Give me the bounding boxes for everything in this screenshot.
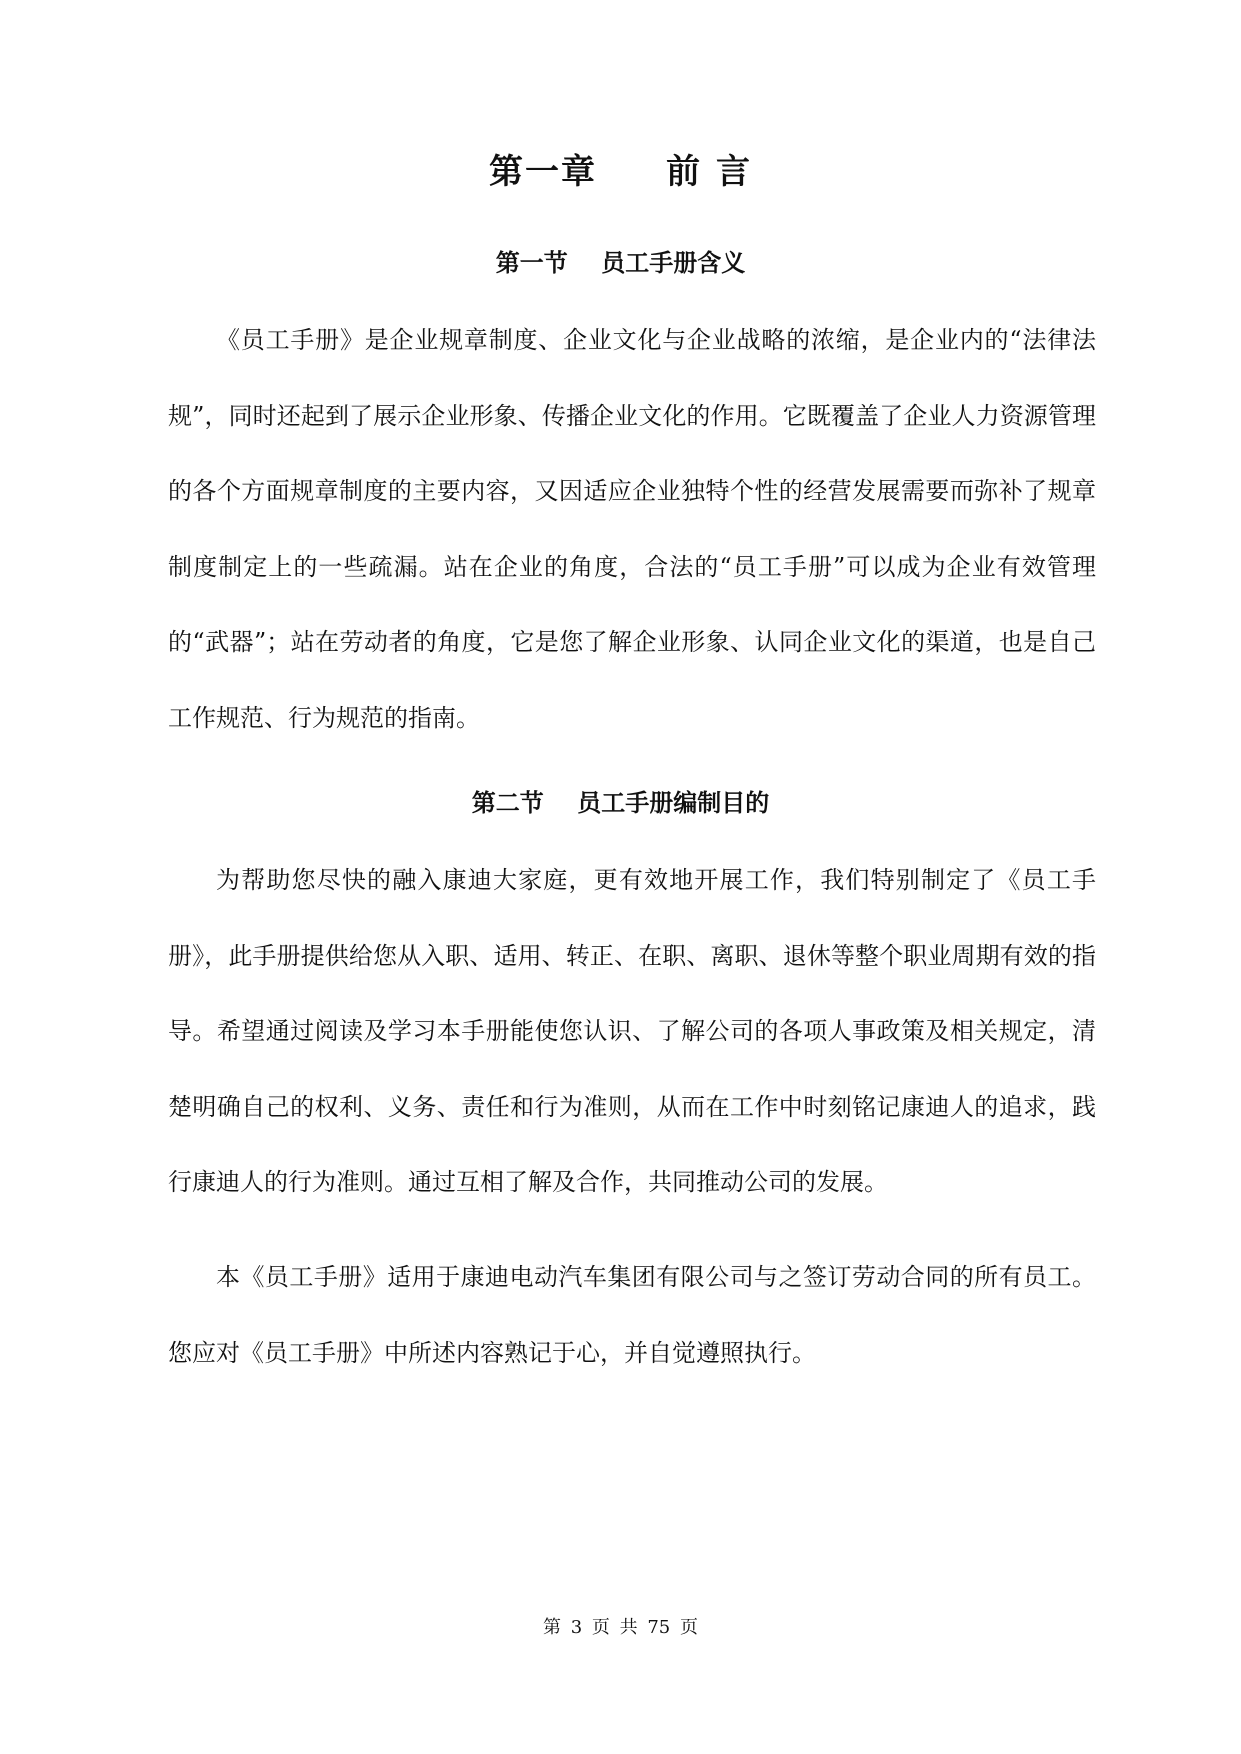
section-1-paragraph: 《员工手册》是企业规章制度、企业文化与企业战略的浓缩，是企业内的“法律法规”，同时还起到了展示企业形象、传播企业文化的作用。它既覆盖了企业人力资源管理的各个方面规章制度的主要内容，又因适应企业独特个性的经营发展需要而弥补了规章制度制定上的一些疏漏。站在企业的角度，合法的“员工手册”可以成为企业有效管理的“武器”；站在劳动者的角度，它是您了解企业形象、认同企业文化的渠道，也是自己工作规范、行为规范的指南。 xyxy=(168,326,1096,732)
section-title-purpose-meaning: 第一节 员工手册含义 xyxy=(495,248,746,277)
page-number-footer: 第 3 页 共 75 页 xyxy=(543,1617,698,1638)
section-2-paragraph-2: 本《员工手册》适用于康迪电动汽车集团有限公司与之签订劳动合同的所有员工。您应对《员工手册》中所述内容熟记于心，并自觉遵照执行。 xyxy=(168,1263,1096,1367)
section-2-paragraph-1: 为帮助您尽快的融入康迪大家庭，更有效地开展工作，我们特别制定了《员工手册》，此手册提供给您从入职、适用、转正、在职、离职、退休等整个职业周期有效的指导。希望通过阅读及学习本手册能使您认识、了解公司的各项人事政策及相关规定，清楚明确自己的权利、义务、责任和行为准则，从而在工作中时刻铭记康迪人的追求，践行康迪人的行为准则。通过互相了解及合作，共同推动公司的发展。 xyxy=(168,866,1096,1196)
section-title-compilation-purpose: 第二节 员工手册编制目的 xyxy=(471,788,770,817)
chapter-title: 第一章 前 言 xyxy=(488,152,753,192)
